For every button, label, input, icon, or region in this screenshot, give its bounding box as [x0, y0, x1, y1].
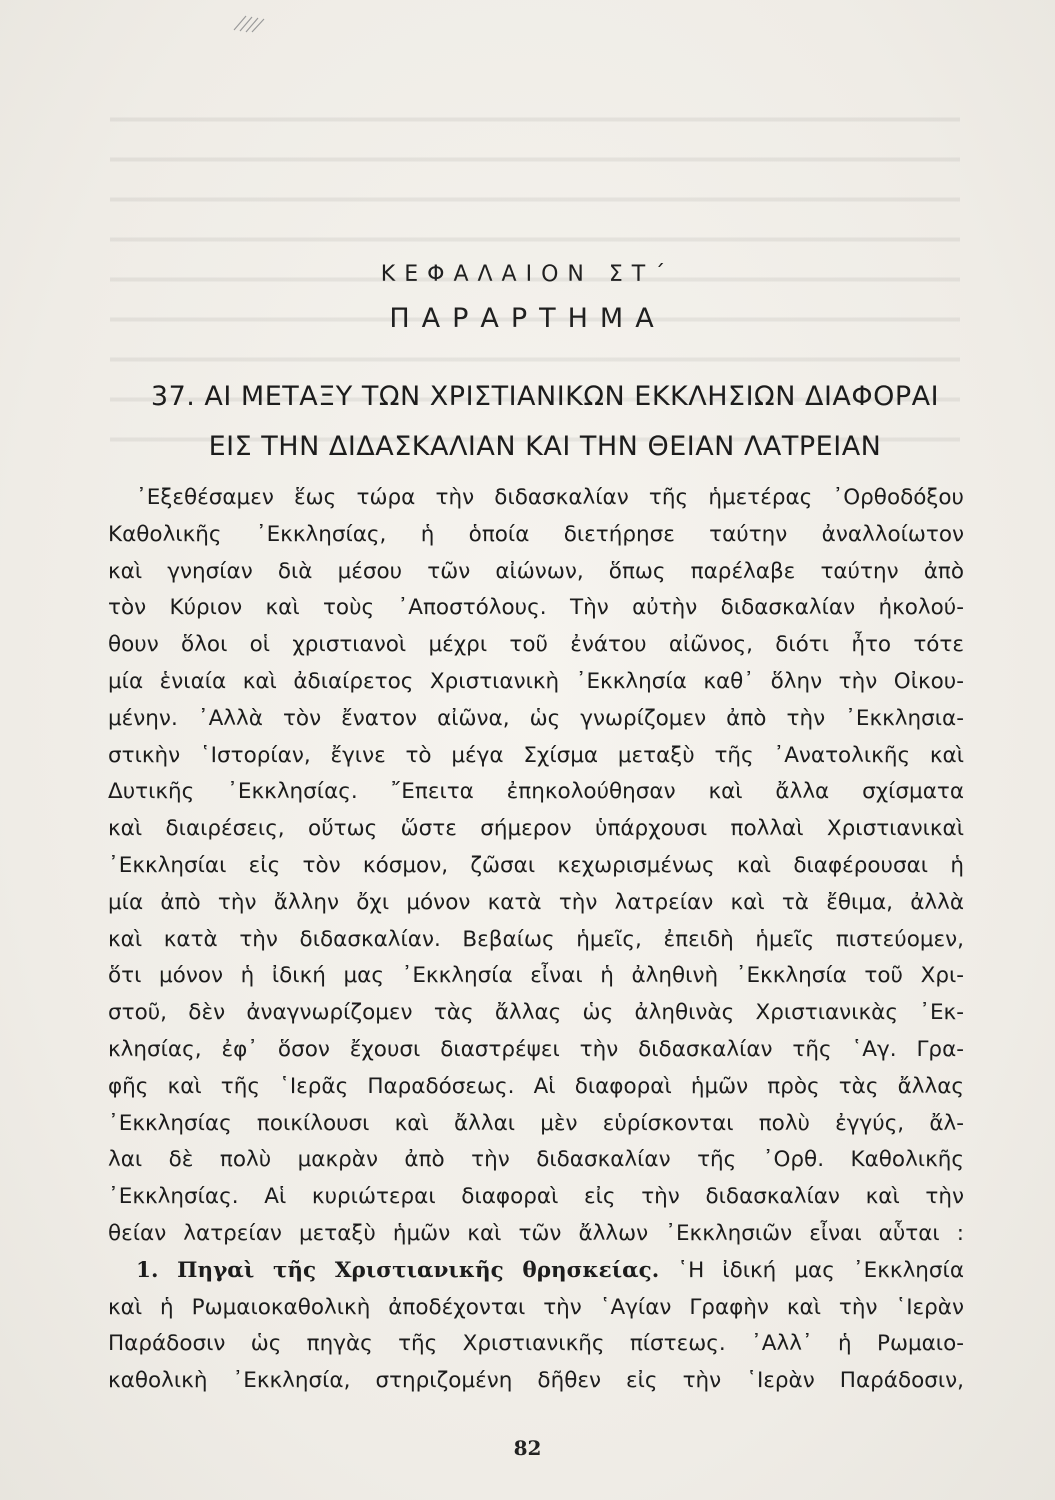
text-line: Καθολικῆς ᾿Εκκλησίας, ἡ ὁποία διετήρησε ταύτην ἀναλλοίωτον [108, 521, 964, 547]
text-line: ᾿Εκκλησίας. Αἱ κυριώτεραι διαφοραὶ εἰς τὴν διδασκαλίαν καὶ τὴν [108, 1184, 964, 1210]
section-heading [130, 372, 960, 472]
text-line: θείαν λατρείαν μεταξὺ ἡμῶν καὶ τῶν ἄλλων ᾿Εκκλησιῶν εἶναι αὗται : [108, 1220, 964, 1246]
subsection-heading: 1. Πηγαὶ τῆς Χριστιανικῆς θρησκείας. [136, 1257, 660, 1283]
text-line: καὶ ἡ Ρωμαιοκαθολικὴ ἀποδέχονται τὴν ῾Αγίαν Γραφὴν καὶ τὴν ῾Ιερὰν [108, 1294, 964, 1320]
text-line: καὶ κατὰ τὴν διδασκαλίαν. Βεβαίως ἡμεῖς, ἐπειδὴ ἡμεῖς πιστεύομεν, [108, 926, 964, 952]
text-line: ᾿Εξεθέσαμεν ἕως τώρα τὴν διδασκαλίαν τῆς ἡμετέρας ᾿Ορθοδόξου [136, 485, 964, 510]
text-line: φῆς καὶ τῆς ῾Ιερᾶς Παραδόσεως. Αἱ διαφοραὶ ἡμῶν πρὸς τὰς ἄλλας [108, 1073, 964, 1099]
text-line: Παράδοσιν ὡς πηγὰς τῆς Χριστιανικῆς πίστεως. ᾿Αλλ᾿ ἡ Ρωμαιο- [108, 1331, 964, 1357]
text-line: Δυτικῆς ᾿Εκκλησίας. ῎Επειτα ἐπηκολούθησαν καὶ ἄλλα σχίσματα [108, 779, 964, 805]
text-line: τὸν Κύριον καὶ τοὺς ᾿Αποστόλους. Τὴν αὐτὴν διδασκαλίαν ἠκολού- [108, 595, 964, 621]
body-text [108, 480, 964, 1400]
subsection-first-line [108, 1253, 964, 1290]
subsection-text: ῾Η ἰδική μας ᾿Εκκλησία [677, 1257, 964, 1283]
text-line: ᾿Εκκλησίαι εἰς τὸν κόσμον, ζῶσαι κεχωρισμένως καὶ διαφέρουσαι ἡ [108, 852, 964, 878]
appendix-title: ΠΑΡΑΡΤΗΜΑ [389, 303, 666, 334]
text-line: στοῦ, δὲν ἀναγνωρίζομεν τὰς ἄλλας ὡς ἀληθινὰς Χριστιανικὰς ᾿Εκ- [108, 1000, 964, 1026]
text-line: στικὴν ῾Ιστορίαν, ἔγινε τὸ μέγα Σχίσμα μεταξὺ τῆς ᾿Ανατολικῆς καὶ [108, 742, 964, 768]
text-line: καὶ διαιρέσεις, οὕτως ὥστε σήμερον ὑπάρχουσι πολλαὶ Χριστιανικαὶ [108, 816, 964, 842]
section-heading-line-1: 37. ΑΙ ΜΕΤΑΞΥ ΤΩΝ ΧΡΙΣΤΙΑΝΙΚΩΝ ΕΚΚΛΗΣΙΩΝ ΔΙΑΦΟΡΑΙ [150, 381, 940, 412]
text-line: μία ἀπὸ τὴν ἄλλην ὄχι μόνον κατὰ τὴν λατρείαν καὶ τὰ ἔθιμα, ἀλλὰ [108, 889, 964, 915]
text-line: καὶ γνησίαν διὰ μέσου τῶν αἰώνων, ὅπως παρέλαβε ταύτην ἀπὸ [108, 558, 964, 584]
text-line: λαι δὲ πολὺ μακρὰν ἀπὸ τὴν διδασκαλίαν τῆς ᾿Ορθ. Καθολικῆς [108, 1147, 964, 1173]
text-line: κλησίας, ἐφ᾿ ὅσον ἔχουσι διαστρέψει τὴν διδασκαλίαν τῆς ῾Αγ. Γρα- [108, 1036, 964, 1062]
pencil-mark-icon [232, 10, 272, 34]
text-line: θουν ὅλοι οἱ χριστιανοὶ μέχρι τοῦ ἐνάτου αἰῶνος, διότι ἦτο τότε [108, 632, 964, 658]
chapter-label: ΚΕΦΑΛΑΙΟΝ ΣΤ΄ [380, 262, 675, 287]
text-line: μία ἑνιαία καὶ ἀδιαίρετος Χριστιανικὴ ᾿Εκκλησία καθ᾿ ὅλην τὴν Οἰκου- [108, 668, 964, 694]
page-number: 82 [513, 1436, 542, 1460]
section-heading-line-2: ΕΙΣ ΤΗΝ ΔΙΔΑΣΚΑΛΙΑΝ ΚΑΙ ΤΗΝ ΘΕΙΑΝ ΛΑΤΡΕΙΑΝ [208, 431, 882, 462]
text-line: μένην. ᾿Αλλὰ τὸν ἔνατον αἰῶνα, ὡς γνωρίζομεν ἀπὸ τὴν ᾿Εκκλησια- [108, 705, 964, 731]
text-line: καθολικὴ ᾿Εκκλησία, στηριζομένη δῆθεν εἰς τὴν ῾Ιερὰν Παράδοσιν, [108, 1368, 964, 1394]
text-line: ὅτι μόνον ἡ ἰδική μας ᾿Εκκλησία εἶναι ἡ ἀληθινὴ ᾿Εκκλησία τοῦ Χρι- [108, 963, 964, 989]
text-line: ᾿Εκκλησίας ποικίλουσι καὶ ἄλλαι μὲν εὑρίσκονται πολὺ ἐγγύς, ἄλ- [108, 1110, 964, 1136]
